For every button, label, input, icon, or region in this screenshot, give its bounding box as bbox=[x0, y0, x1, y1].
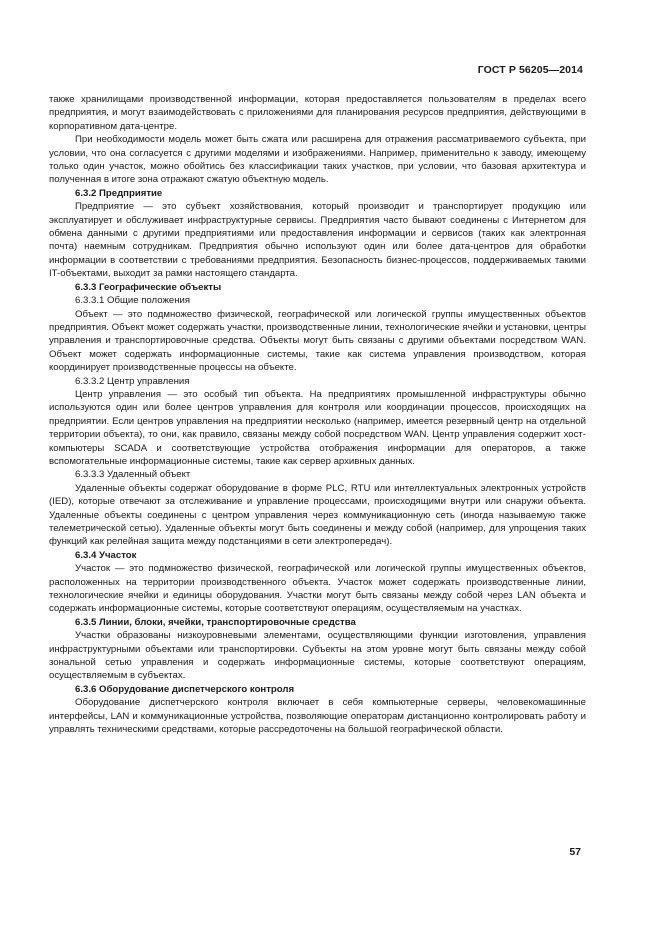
subsection-heading: 6.3.3.3 Удаленный объект bbox=[75, 469, 191, 481]
section-heading: 6.3.5 Линии, блоки, ячейки, транспортировочные средства bbox=[75, 616, 356, 628]
section-heading: 6.3.6 Оборудование диспетчерского контроля bbox=[75, 683, 295, 695]
document-header: ГОСТ Р 56205—2014 bbox=[477, 64, 583, 76]
section-heading: 6.3.3 Географические объекты bbox=[75, 281, 222, 293]
paragraph: Участок — это подмножество физической, географической или логической группы имущественных объектов, расположенных на территории производственного объекта. Участок может содержать производственные линии, технологические ячейки и единицы оборудования. Участки могут быть связаны между собой через LAN объекта и содержать информационные системы, которые соответствуют операциям, осуществляемым на участках. bbox=[49, 563, 586, 615]
section-heading: 6.3.2 Предприятие bbox=[75, 187, 163, 199]
subsection-heading: 6.3.3.2 Центр управления bbox=[75, 375, 190, 387]
paragraph: Центр управления — это особый тип объекта. На предприятиях промышленной инфраструктуры обычно используются один или более центров управления для контроля или координации процессов, происходящих на предприятии. Если центров управления на предприятии несколько (например, имеется резервный центр на отдельной территории объекта), то они, как правило, связаны между собой посредством WAN. Центр управления содержит хост-компьютеры SCADA и соответствующие устройства отображения информации для операторов, а также вспомогательные информационные системы, такие как сервер архивных данных. bbox=[49, 388, 586, 467]
paragraph: Предприятие — это субъект хозяйствования, который производит и транспортирует продукцию или эксплуатирует и обслуживает инфраструктурные сервисы. Предприятия часто бывают соединены с Интернетом для обмена данными с другими предприятиями или предоставления информации и сервисов (таких как электронная почта) наемным сотрудникам. Предприятия обычно используют один или более дата-центров для обработки информации в соответствии с требованиями предприятия. Безопасность бизнес-процессов, поддерживаемых такими IT-объектами, выходит за рамки настоящего стандарта. bbox=[49, 201, 586, 280]
page-number: 57 bbox=[569, 846, 581, 858]
paragraph: При необходимости модель может быть сжата или расширена для отражения рассматриваемого субъекта, при условии, что она согласуется с другими моделями и изображениями. Например, применительно к заводу, имеющему только один участок, можно обойтись без классификации таких участков, при условии, что базовая архитектура и полученная в итоге зона отражают сжатую объектную модель. bbox=[49, 134, 586, 186]
page-body bbox=[49, 93, 586, 737]
section-heading: 6.3.4 Участок bbox=[75, 549, 137, 561]
paragraph: Объект — это подмножество физической, географической или логической группы имущественных объектов предприятия. Объект может содержать участки, производственные линии, технологические ячейки и установки, центры управления и транспортировочные средства. Объекты могут быть связаны с другими объектами посредством WAN. Объект может содержать информационные системы, такие как система управления производством, которая координирует производственные процессы на объекте. bbox=[49, 308, 586, 374]
paragraph: Оборудование диспетчерского контроля включает в себя компьютерные серверы, человекомашинные интерфейсы, LAN и коммуникационные устройства, позволяющие операторам дистанционно контролировать работу и управлять техническими средствами, которые рассредоточены на большой географической области. bbox=[49, 697, 586, 736]
paragraph: также хранилищами производственной информации, которая предоставляется пользователям в пределах всего предприятия, и могут взаимодействовать с приложениями для планирования ресурсов предприятия, действующими в корпоративном дата-центре. bbox=[49, 94, 586, 132]
subsection-heading: 6.3.3.1 Общие положения bbox=[75, 295, 191, 307]
paragraph: Участки образованы низкоуровневыми элементами, осуществляющими функции изготовления, управления инфраструктурными объектами или транспортировки. Субъекты на этом уровне могут быть связаны между собой зональной сетью управления и содержать информационные системы, которые соответствуют операциям, осуществляемым в субъектах. bbox=[49, 630, 586, 682]
paragraph: Удаленные объекты содержат оборудование в форме PLC, RTU или интеллектуальных электронных устройств (IED), которые отвечают за отслеживание и управление процессами, происходящими внутри или снаружи объекта. Удаленные объекты соединены с центром управления через коммуникационную сеть (иногда называемую также телеметрической сетью). Удаленные объекты могут быть соединены и между собой (например, для упрощения таких функций как релейная защита между подстанциями в сети электропередач). bbox=[49, 482, 586, 548]
